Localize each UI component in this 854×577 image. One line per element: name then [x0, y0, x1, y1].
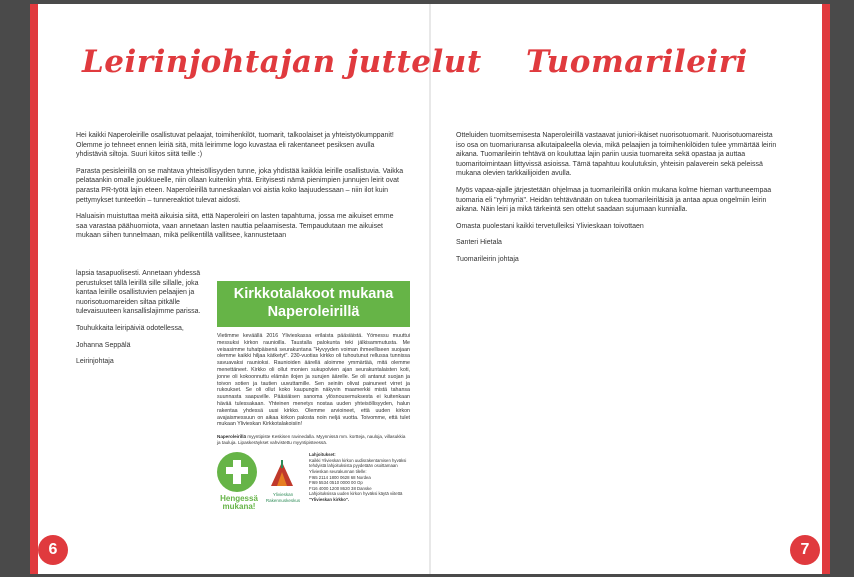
donation-line: Lahjoituksissa uuden kirkon hyväksi käytä viitettä: [309, 491, 403, 497]
box-text: Vietimme keväällä 2016 Ylivieskassa erilaista pääsiäistä. Yömessu muuttui messuksi kirkon raunioilla. Taustalla palokunta teki jälkisammutusta. Me veisasimme tuhatpäisenä seurakuntana "Hyvyyden voiman ihmeelliseen suojaan olemme kaikki hiljaa kätketyt". 230-vuotias kirkko oli tuhoutunut rellussa tunnissa savuavaksi raunioksi. Raunioiden äärellä aloimme ymmärtää, mitä olemme menettäneet. Kirkko oli ollut monien sukupolvien ajan seurakuntalaisten koti, jonne oli kokoonnuttu elämän ilojen ja surujen äärelle. Se oli antanut suojan ja toivon sotien ja tautien uuvuttamille. Sen seiniin olivat painuneet virret ja rukoukset. Se oli ollut koko kaupungin näkyvin maamerkki mistä tahansa suunnasta saapuville. Pääsiäisen sanoma ylösnousemuksesta ei kuitenkaan hävää tulessakaan. Yhteinen menetys nostaa uuden yhteisöllisyyden, halun rakentaa yhdessä uusi kirkko. Olemme arvioineet, että uuden kirkon avajaismessuun on aikaa kirkon palosta noin neljä vuotta. Toivomme, että tulet mukaan Ylivieskan Kirkkotalakoisiin!: [217, 333, 410, 428]
right-page: [430, 4, 830, 574]
donation-info: [309, 452, 409, 502]
signature-name: Johanna Seppälä: [76, 341, 131, 349]
box-logos: [217, 452, 410, 522]
paragraph: Hei kaikki Naperoleirille osallistuvat pelaajat, toimihenkilöt, tuomarit, talkoolaiset ja yhteistyökumppanit! Olemme jo tehneet ennen leiriä sitä, mitä leirimme logo kuvastaa eli rakentaneet pesiksen avulla yhdistäviä siltoja. Suuri kiitos siitä teille :): [76, 132, 394, 159]
signature-name: Santeri Hietala: [456, 239, 502, 247]
left-page-narrow-column: [76, 269, 211, 374]
paragraph: Haluaisin muistuttaa meitä aikuisia siitä, että Naperoleiri on lasten tapahtuma, jossa me aikuiset emme saa varastaa päähuomiota, vaan annetaan lasten nauttia pelaamisesta. Tempaudutaan me aikuiset mukaan siihen tunnelmaan, mikä pelikentillä vallitsee, kannustetaan: [76, 213, 394, 240]
church-fundraiser-box: [217, 281, 410, 522]
seurakunta-logo-label: Ylivieskan Rakennuskeskus: [265, 492, 301, 503]
donation-line: Kaikki Ylivieskan kirkon uudisrakentamisen hyväksi tehdyistä lahjoituksista pyydetään osoittamaan Ylivieskan seurakunnan tilelle:: [309, 457, 407, 474]
box-note-rest: myyntipiste Keskisen ravinedalla. Myynnissä mm. kortteja, nauloja, villasukkia ja tauluja. Lipaskeräykset vahvistettu myyntipisteessä.: [217, 434, 406, 446]
donation-reference: "Ylivieskan kirkko".: [309, 496, 350, 502]
donation-line: FI69 5534 0510 0000 00 Op: [309, 480, 363, 486]
left-red-edge: [30, 4, 38, 574]
right-page-body: [456, 131, 780, 272]
box-note-bold: Naperoleirillä: [217, 434, 247, 440]
hengessa-mukana-logo-text: Hengessä mukana!: [220, 494, 258, 512]
left-page-number: 6: [38, 535, 68, 565]
magazine-spread: [30, 4, 830, 574]
right-page-number: 7: [790, 535, 820, 565]
paragraph: lapsia tasapuolisesti. Annetaan yhdessä perustukset tällä leirillä sille sillalle, joka kantaa leirille osallistuvien pelaajien ja nuorisotuomareiden siltaa pitkälle tulevaisuuteen kansallislajimme parissa.: [76, 270, 201, 316]
donation-line: FI16 4000 1200 8620 38 Danske: [309, 485, 372, 491]
seurakunta-logo-icon: [267, 458, 297, 488]
right-red-edge: [822, 4, 830, 574]
closing-line: Touhukkaita leiripäiviä odotellessa,: [76, 324, 184, 332]
paragraph: Parasta pesisleirillä on se mahtava yhteisöllisyyden tunne, joka yhdistää kaikkia leirille osallistuvia. Vaikka pelataankin omalle joukkueelle, niin ollaan kuitenkin yhtä. Erityisesti nämä pienimpien junnujen leirit ovat parasta PR-työtä lajin eteen. Naperoleirillä tunneskaalan voi aistia koko laajuudessaan – niin ilot kuin pettymykset tunteetkin – tunnereaktiot tulevat aidosti.: [76, 167, 404, 204]
paragraph: Myös vapaa-ajalle järjestetään ohjelmaa ja tuomarileirillä onkin mukana kolme hieman varttuneempaa tuomaria eli "ryhmyriä". Heidän tehtävänään on tukea tuomarileiriläisiä ja antaa apua ongelmiin leirin aikana. Näin leiri ja mikä tärkeintä sen ottelut saadaan sujumaan kunnialla.: [456, 186, 772, 214]
left-page-title: Leirinjohtajan juttelut: [82, 44, 482, 80]
signature-title: Leirinjohtaja: [76, 358, 114, 366]
closing-line: Omasta puolestani kaikki tervetulleiksi Ylivieskaan toivottaen: [456, 222, 644, 230]
signature-title: Tuomarileirin johtaja: [456, 255, 519, 263]
right-page-title: Tuomarileiri: [526, 44, 748, 80]
donation-line: FI65 2114 1800 0628 68 Nordea: [309, 474, 371, 480]
box-heading: Kirkkotalakoot mukana Naperoleirillä: [217, 281, 410, 327]
box-note: [217, 434, 410, 446]
left-page-body: [76, 131, 404, 241]
donation-title: Lahjoitukset:: [309, 452, 336, 458]
church-cross-logo-icon: [217, 452, 257, 492]
paragraph: Otteluiden tuomitsemisesta Naperoleirillä vastaavat juniori-ikäiset nuorisotuomarit. Nuorisotuomareista iso osa on tuomariuransa alkutaipaleella olevia, mikä pelaajien ja toimihenkilöiden tulee ymmärtää leirin aikana. Tuomarileirin tehtävä on kouluttaa lajin pariin uusia tuomareita sekä opastaa ja auttaa tuomaritoimintaan liittyvissä asioissa. Tämä tapahtuu koulutuksin, yhteisin palaverein sekä peleissä mukana olevien tarkkailijoiden avulla.: [456, 132, 777, 178]
